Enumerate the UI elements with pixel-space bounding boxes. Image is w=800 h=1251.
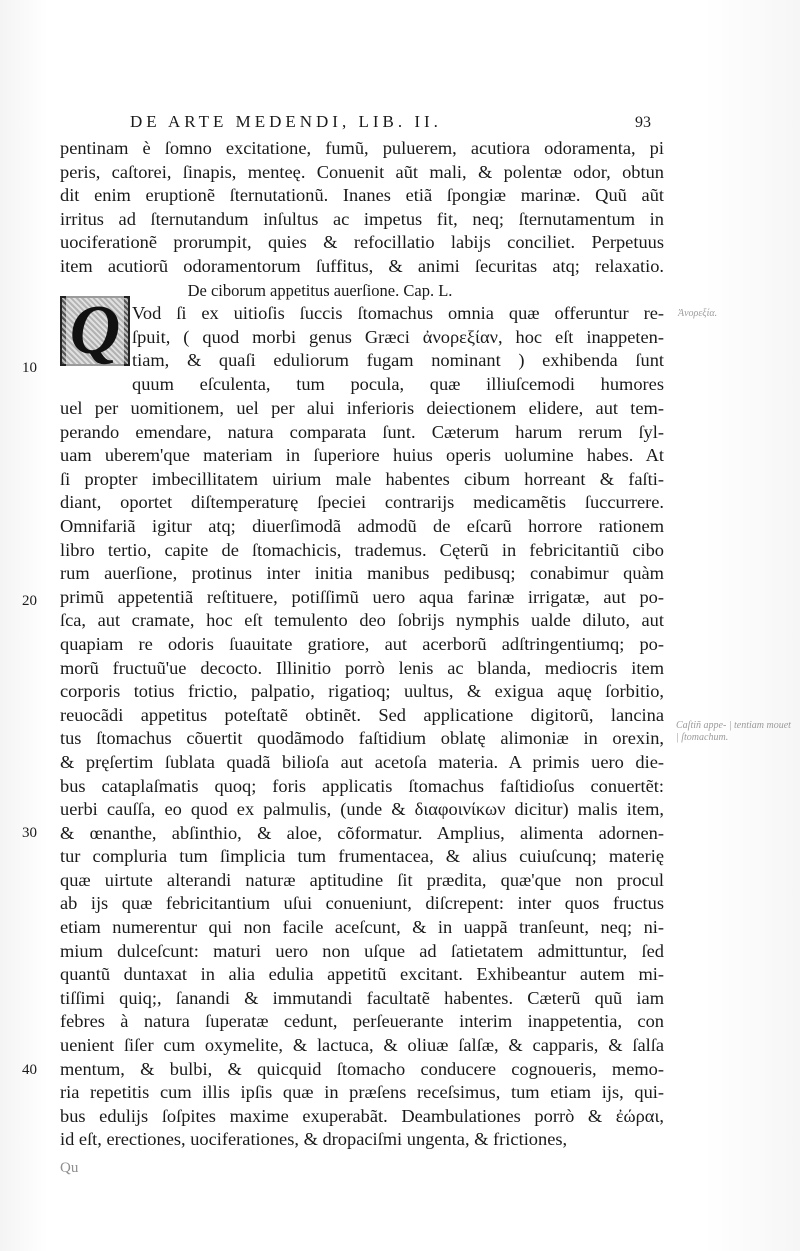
- text-line: pentinam è ſomno excitatione, fumũ, puluerem, acutiora odoramenta, pi: [60, 138, 664, 158]
- text-line: uam uberem'que materiam in ſuperiore huius operis uolumine habes. At: [60, 445, 664, 466]
- text-line: item acutiorũ odoramentorum ſuffitus, & animi ſecuritas atq; relaxatio.: [60, 255, 664, 276]
- text-line: dit enim eruptionẽ ſternutationũ. Inanes etiã ſpongiæ marinæ. Quũ aũt: [60, 185, 664, 206]
- text-line: perando emendare, natura comparata ſunt. Cæterum harum rerum ſyl-: [60, 421, 664, 442]
- text-line: id eſt, erectiones, uociferationes, & dropaciſmi ungenta, & frictiones,: [60, 1129, 568, 1150]
- text-block-top: [60, 137, 664, 302]
- text-line: & pręſertim ſublata quadã bilioſa aut acetoſa materia. A primis uero die-: [60, 751, 664, 772]
- running-title: DE ARTE MEDENDI, LIB. II.: [130, 112, 442, 131]
- catchword: Qu: [60, 1160, 79, 1176]
- margin-note: Ἀνορεξία.: [678, 308, 718, 319]
- text-line: tur compluria tum ſimplicia tum frumentacea, & alius cuiuſcunq; materię: [60, 846, 664, 867]
- text-line: morũ fructuũ'ue decocto. Illinitio porrò lenis ac blanda, mediocris item: [60, 657, 664, 678]
- text-line: primũ appetentiã reſtituere, potiſſimũ uero aqua farinæ irrigatæ, aut po-: [60, 586, 664, 607]
- text-line: ſi propter imbecillitatem uirium male habentes cibum horreant & faſti-: [60, 468, 664, 489]
- text-line: uel per uomitionem, uel per alui inferioris deiectionem elidere, aut tem-: [60, 398, 664, 418]
- text-line: uenient ſiſer cum oxymelite, & lactuca, & oliuæ ſalſæ, & capparis, & ſalſa: [60, 1035, 664, 1056]
- text-block-initial: [60, 302, 664, 396]
- text-line: ria repetitis cum illis ipſis quæ in præſens receſsimus, tum etiam ijs, qui-: [60, 1082, 664, 1103]
- text-line: rum auerſione, protinus inter initia manibus pedibusq; conabimur quàm: [60, 563, 664, 584]
- text-line: Omnifariã igitur atq; diuerſimodã admodũ de eſcarũ horrore rationem: [60, 515, 664, 536]
- line-number: 30: [22, 825, 37, 841]
- text-line: ab ijs quæ febricitantium uſui conueniunt, diſcrepent: inter quos fructus: [60, 893, 664, 914]
- chapter-heading: De ciborum appetitus auerſione. Cap. L.: [187, 280, 453, 300]
- text-line: uerbi cauſſa, eo quod ex palmulis, (unde & διαφοινίκων dicitur) malis item,: [60, 799, 664, 820]
- line-number: 40: [22, 1062, 37, 1078]
- text-block-main: [60, 397, 664, 1152]
- text-line: febres à natura ſuperatæ cedunt, perſeuerante interim inappetentia, con: [60, 1011, 664, 1032]
- initial-letter: Q: [66, 296, 125, 366]
- text-line: peris, caſtorei, ſinapis, menteę. Conuenit aũt mali, & polentæ odor, obtun: [60, 161, 664, 182]
- text-line: reuocãdi appetitus poteſtatẽ obtinẽt. Sed applicatione digitorũ, lancina: [60, 704, 664, 725]
- text-line: tus ſtomachus cõuertit quodãmodo faſtidium oblatę alimoniæ in orexin,: [60, 728, 664, 749]
- text-line: bus edulijs ſoſpites maxime exuperabãt. Deambulationes porrò & ἐώραι,: [60, 1105, 664, 1126]
- text-line: quantũ duntaxat in alia edulia appetitũ excitant. Exhibeantur autem mi-: [60, 964, 664, 985]
- text-line: tiam, & quaſi eduliorum fugam nominant ) exhibenda ſunt: [132, 350, 664, 371]
- text-line: quapiam re odoris ſuauitate gratiore, aut acerborũ adſtringentiumq; po-: [60, 633, 664, 654]
- text-line: bus cataplaſmatis quoq; foris applicatis ſtomachus faſtidioſus conuertẽt:: [60, 775, 664, 796]
- text-line: tiſſimi quiq;, ſanandi & immutandi facultatẽ habentes. Cæterũ quũ iam: [60, 987, 664, 1008]
- text-line: diant, oportet diſtemperaturę ſpeciei contrarijs medicamẽtis ſuccurrere.: [60, 492, 664, 513]
- text-line: Vod ſi ex uitioſis ſuccis ſtomachus omnia quæ offeruntur re-: [132, 303, 664, 323]
- text-line: ſca, aut cramate, hoc eſt temulento deo ſobrijs nymphis ualde diluto, aut: [60, 610, 664, 631]
- text-line: quæ uirtute alterandi naturæ aptitudine ſit prædita, quæ'que non procul: [60, 869, 664, 890]
- text-line: etiam numerentur qui non facile aceſcunt, & in uappã tranſeunt, neq; ni-: [60, 917, 664, 938]
- text-line: & œnanthe, abſinthio, & aloe, cõformatur. Amplius, alimenta adornen-: [60, 822, 664, 843]
- text-line: uociferationẽ prorumpit, quies & refocillatio labijs conciliet. Perpetuus: [60, 232, 664, 253]
- text-line: irritus ad ſternutandum inſultus ac impetus fit, neq; ſternutamentum in: [60, 208, 664, 229]
- margin-note: Caſtiñ appe- | tentiam mouet | ſtomachum.: [676, 720, 791, 743]
- folio-number: 93: [635, 114, 651, 131]
- text-line: libro tertio, capite de ſtomachicis, trademus. Cęterũ in febricitantiũ cibo: [60, 539, 664, 560]
- text-line: ſpuit, ( quod morbi genus Græci ἀνορεξίαν, hoc eſt inappeten-: [132, 326, 664, 347]
- text-line: mentum, & bulbi, & quicquid ſtomacho conducere cognoueris, memo-: [60, 1058, 664, 1079]
- text-line: quum eſculenta, tum pocula, quæ illiuſcemodi humores: [132, 373, 664, 394]
- text-line: corporis totius frictio, palpatio, rigatioq; uultus, & exigua aquę ſorbitio,: [60, 681, 664, 702]
- line-number: 10: [22, 360, 37, 376]
- line-number: 20: [22, 593, 37, 609]
- text-line: mium dulceſcunt: maturi uero non uſque ad ſatietatem admittuntur, ſed: [60, 940, 664, 961]
